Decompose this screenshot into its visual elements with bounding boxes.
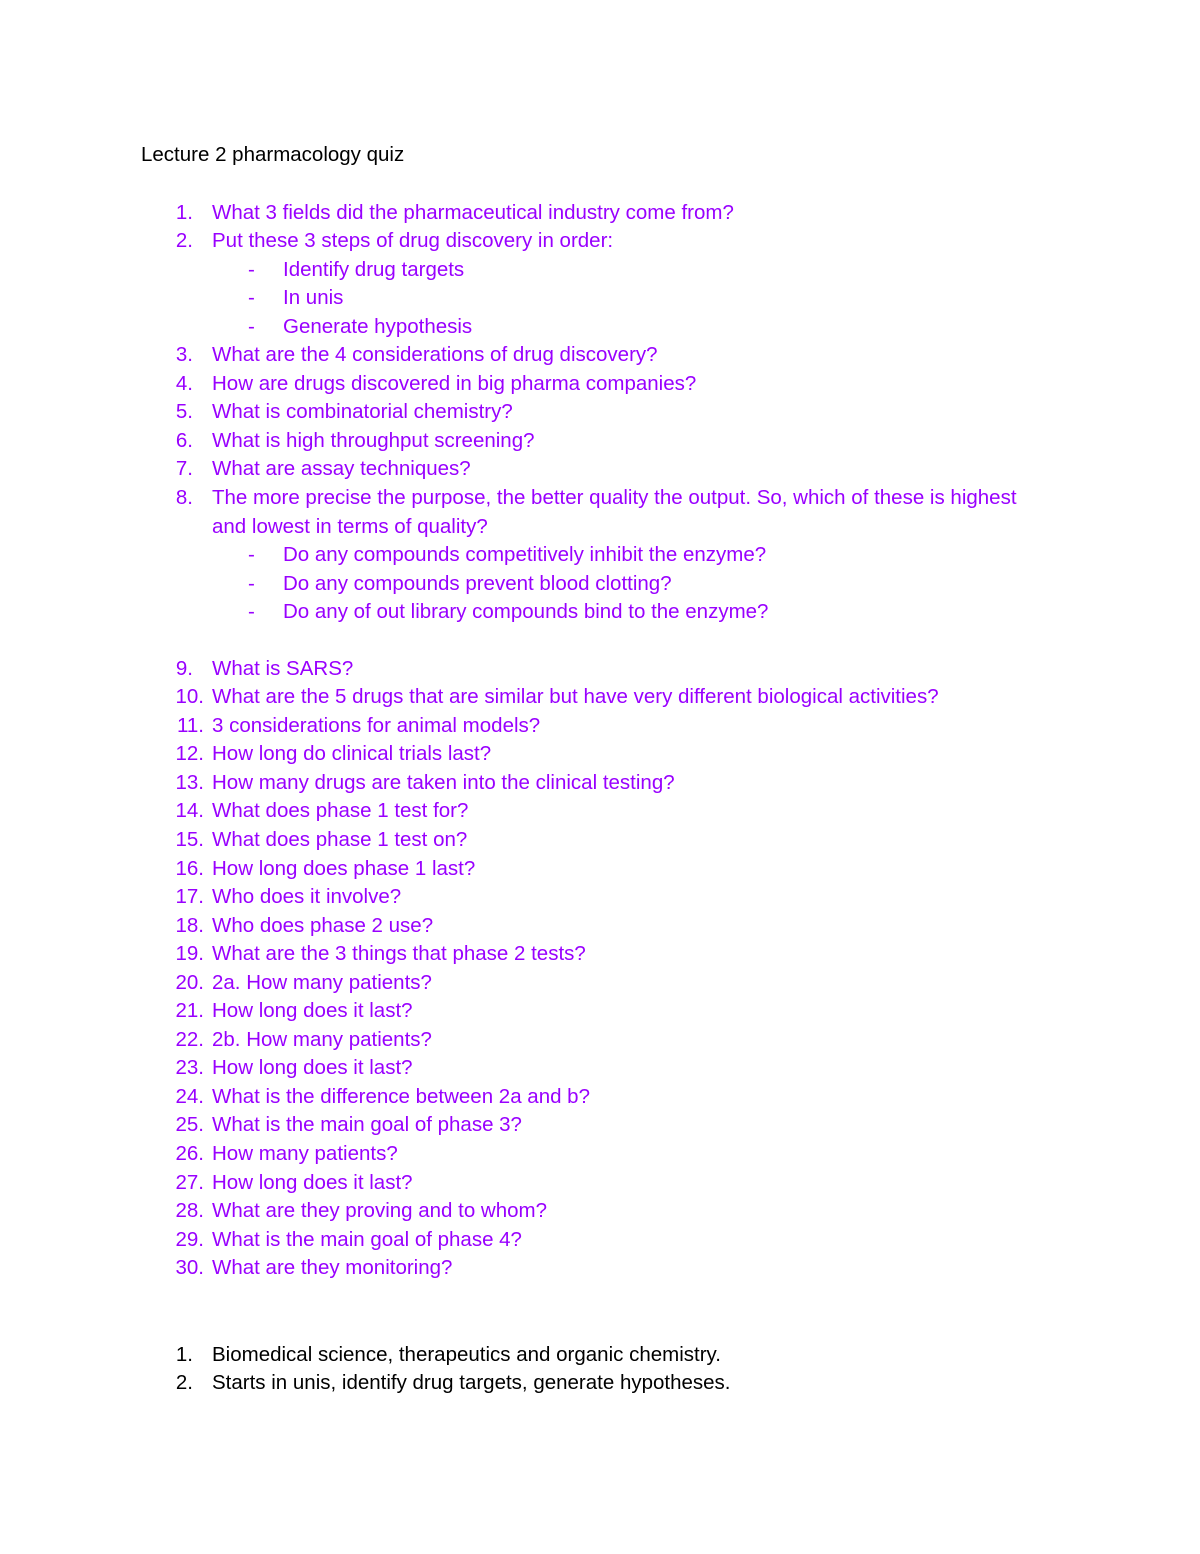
question-text: Put these 3 steps of drug discovery in order: [212,229,614,253]
question-item [0,484,1200,513]
bullet-text: Do any compounds competitively inhibit the enzyme? [283,543,767,567]
dash-bullet-icon: - [248,257,255,281]
question-text: How long does it last? [212,999,413,1023]
question-item [0,797,1200,826]
question-text: and lowest in terms of quality? [212,514,488,538]
dash-bullet-icon: - [248,571,255,595]
question-number: 23. [175,1056,204,1080]
question-item [0,341,1200,370]
question-text: How are drugs discovered in big pharma companies? [212,371,697,395]
question-text: How many patients? [212,1142,398,1165]
dash-bullet-icon: - [248,600,255,624]
question-number: 7. [175,457,193,481]
question-number: 17. [175,885,204,909]
spacer [0,627,1200,655]
question-number: 1. [175,200,193,224]
question-item [0,1111,1200,1140]
question-text: How long do clinical trials last? [212,742,492,766]
bullet-item [0,570,1200,599]
bullet-item [0,598,1200,627]
question-number: 18. [175,913,204,937]
dash-bullet-icon: - [248,286,255,310]
question-number: 24. [175,1084,204,1108]
question-text: What 3 fields did the pharmaceutical industry come from? [212,200,734,224]
question-number: 22. [175,1027,204,1051]
bullet-item [0,256,1200,285]
question-text: What is combinatorial chemistry? [212,400,513,424]
question-text: How many drugs are taken into the clinical testing? [212,770,675,794]
answer-number: 1. [175,1342,193,1366]
question-text: The more precise the purpose, the better quality the output. So, which of these is highest [212,485,1017,509]
page-title: Lecture 2 pharmacology quiz [141,143,405,166]
question-item [0,940,1200,969]
question-item [0,683,1200,712]
question-item [0,826,1200,855]
question-item [0,1083,1200,1112]
spacer [0,1283,1200,1341]
question-text: What is SARS? [212,656,354,680]
answer-item [0,1369,1200,1398]
question-number: 30. [175,1256,204,1280]
question-number: 5. [175,400,193,424]
question-number: 10. [175,685,204,709]
question-text: What are assay techniques? [212,457,471,481]
question-item [0,1197,1200,1226]
bullet-text: Generate hypothesis [283,314,473,338]
question-item [0,199,1200,228]
question-item [0,227,1200,256]
question-item [0,855,1200,884]
question-text: 3 considerations for animal models? [212,713,541,737]
answer-number: 2. [175,1371,193,1395]
question-number: 13. [175,770,204,794]
question-item [0,883,1200,912]
bullet-item [0,284,1200,313]
question-text: 2b. How many patients? [212,1027,432,1051]
question-number: 16. [175,856,204,880]
bullet-text: Do any of out library compounds bind to the enzyme? [283,600,769,624]
question-list [0,199,1200,1398]
question-number: 28. [175,1199,204,1223]
question-text: How long does phase 1 last? [212,856,476,880]
bullet-text: In unis [283,286,344,310]
question-number: 26. [175,1142,204,1165]
question-text: What are the 3 things that phase 2 tests? [212,942,586,966]
dash-bullet-icon: - [248,314,255,338]
question-number: 2. [175,229,193,253]
bullet-text: Do any compounds prevent blood clotting? [283,571,672,595]
question-item [0,398,1200,427]
answer-text: Starts in unis, identify drug targets, generate hypotheses. [212,1371,731,1395]
question-number: 27. [175,1170,204,1194]
question-item [0,997,1200,1026]
question-number: 14. [175,799,204,823]
question-item [0,912,1200,941]
question-number: 21. [175,999,204,1023]
question-text: Who does it involve? [212,885,402,909]
question-number: 3. [175,343,193,367]
question-item [0,740,1200,769]
question-text: What are the 4 considerations of drug discovery? [212,343,658,367]
question-item [0,655,1200,684]
question-item [0,370,1200,399]
bullet-item [0,313,1200,342]
question-item [0,969,1200,998]
question-number: 25. [175,1113,204,1137]
question-number: 15. [175,827,204,851]
question-item [0,1254,1200,1283]
question-text: Who does phase 2 use? [212,913,434,937]
question-text: What is high throughput screening? [212,428,535,452]
question-item [0,1169,1200,1198]
question-text: How long does it last? [212,1056,413,1080]
question-item [0,712,1200,741]
bullet-text: Identify drug targets [283,257,465,281]
question-number: 4. [175,371,193,395]
question-text: What are they proving and to whom? [212,1199,548,1223]
question-text: What does phase 1 test for? [212,799,469,823]
question-text: What is the difference between 2a and b? [212,1084,590,1108]
question-item [0,1054,1200,1083]
question-text: What is the main goal of phase 3? [212,1113,522,1137]
question-text: What are the 5 drugs that are similar but have very different biological activities? [212,685,939,709]
question-text: What does phase 1 test on? [212,827,468,851]
question-number: 8. [175,485,193,509]
question-text: 2a. How many patients? [212,970,432,994]
question-item [0,1140,1200,1169]
question-item [0,455,1200,484]
question-item [0,1026,1200,1055]
question-number: 9. [175,656,193,680]
question-text-continuation [0,513,1200,542]
question-item [0,769,1200,798]
question-number: 6. [175,428,193,452]
bullet-item [0,541,1200,570]
answer-text: Biomedical science, therapeutics and organic chemistry. [212,1342,721,1366]
question-number: 12. [175,742,204,766]
dash-bullet-icon: - [248,543,255,567]
question-text: What are they monitoring? [212,1256,453,1280]
question-number: 19. [175,942,204,966]
question-item [0,1226,1200,1255]
question-text: What is the main goal of phase 4? [212,1227,522,1251]
question-number: 20. [175,970,204,994]
answer-item [0,1341,1200,1370]
question-text: How long does it last? [212,1170,413,1194]
question-item [0,427,1200,456]
question-number: 29. [175,1227,204,1251]
question-number: 11. [177,713,204,737]
